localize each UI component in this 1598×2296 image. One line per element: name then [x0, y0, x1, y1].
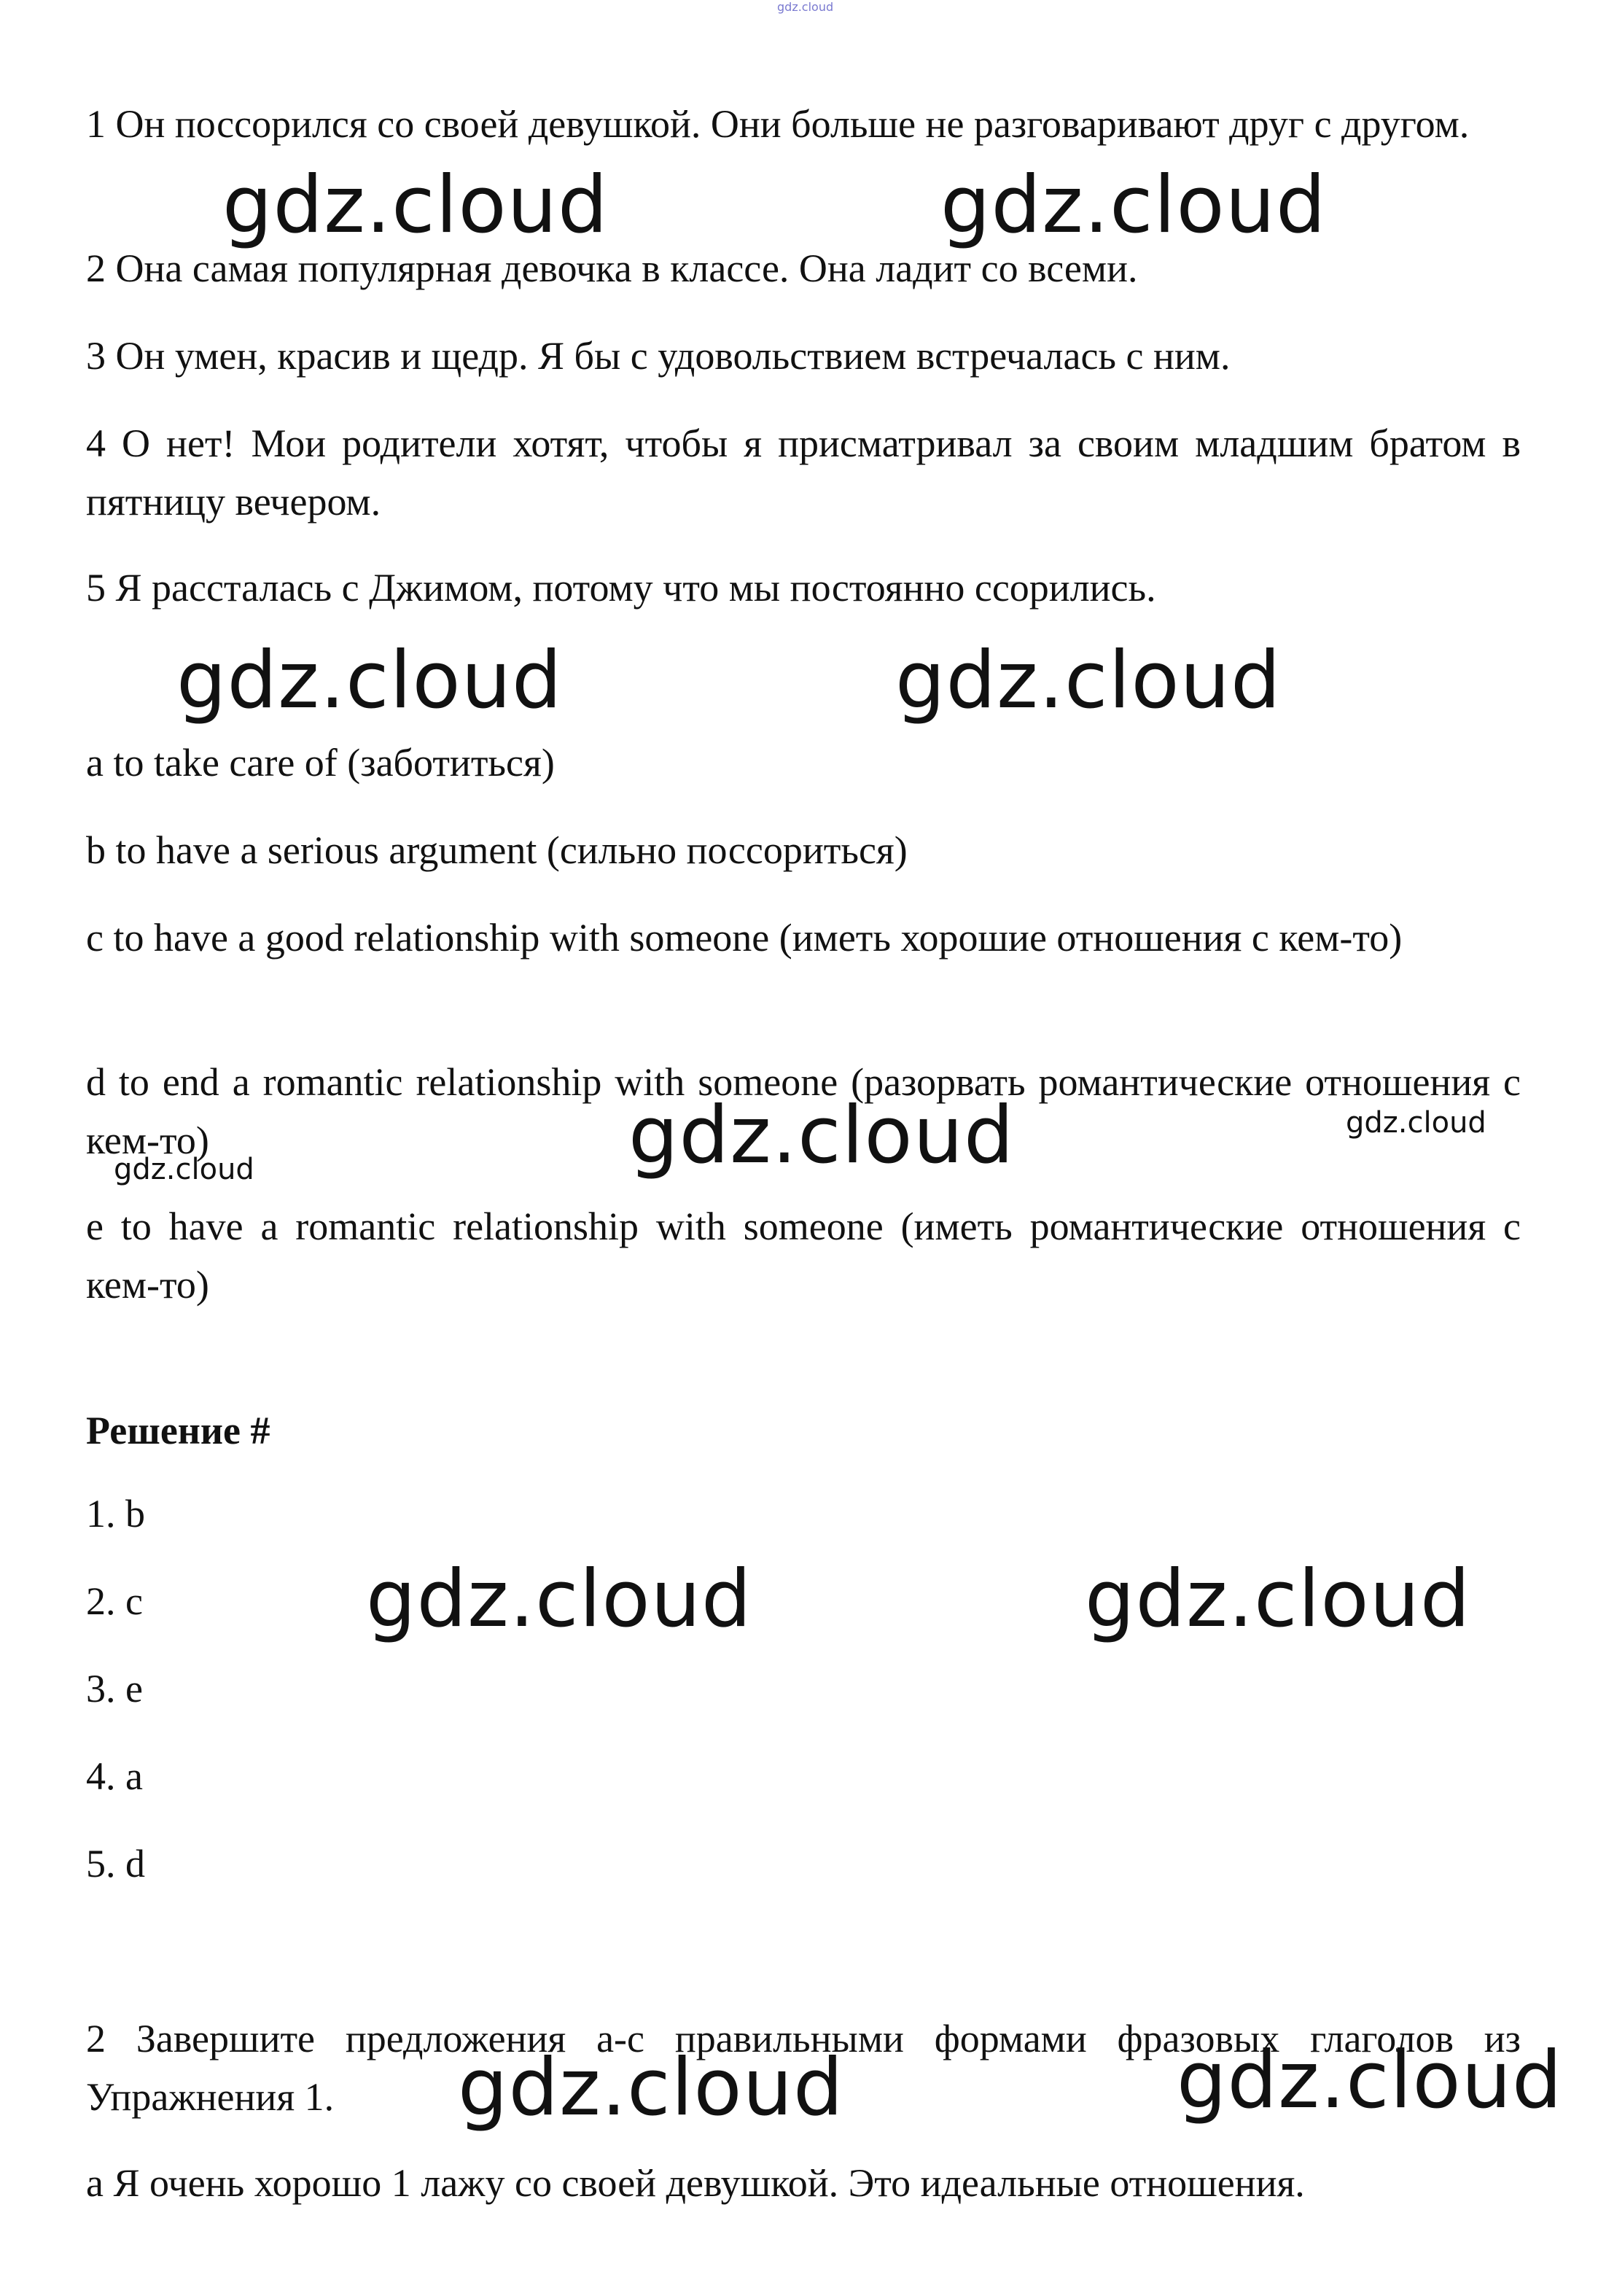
watermark: gdz.cloud	[458, 2042, 844, 2133]
watermark: gdz.cloud	[628, 1090, 1015, 1181]
watermark: gdz.cloud	[1085, 1554, 1471, 1645]
watermark: gdz.cloud	[1177, 2035, 1563, 2126]
top-watermark: gdz.cloud	[777, 0, 834, 14]
solution-heading: Решение #	[86, 1409, 270, 1452]
sentence-3: 3 Он умен, красив и щедр. Я бы с удовольствием встречалась с ним.	[86, 334, 1231, 378]
watermark: gdz.cloud	[1346, 1106, 1486, 1140]
watermark: gdz.cloud	[895, 635, 1282, 726]
definition-b: b to have a serious argument (сильно поссориться)	[86, 828, 908, 872]
sentence-5: 5 Я рассталась с Джимом, потому что мы постоянно ссорились.	[86, 566, 1156, 610]
answer-5: 5. d	[86, 1842, 145, 1886]
watermark: gdz.cloud	[940, 160, 1327, 251]
exercise2-instruction: 2 Завершите предложения a-c правильными формами фразовых глаголов из Упражнения 1.	[86, 2017, 1521, 2119]
definition-a: a to take care of (заботиться)	[86, 741, 555, 785]
sentence-2: 2 Она самая популярная девочка в классе. Она ладит со всеми.	[86, 246, 1138, 290]
definition-c: c to have a good relationship with someone (иметь хорошие отношения с кем-то)	[86, 916, 1403, 960]
watermark: gdz.cloud	[366, 1554, 752, 1645]
definition-d: d to end a romantic relationship with someone (разорвать романтические отношения с кем-то)	[86, 1060, 1521, 1162]
definition-e: e to have a romantic relationship with someone (иметь романтические отношения с кем-то)	[86, 1205, 1521, 1307]
answer-3: 3. e	[86, 1667, 143, 1711]
answer-2: 2. c	[86, 1579, 143, 1623]
watermark: gdz.cloud	[222, 160, 609, 251]
sentence-1: 1 Он поссорился со своей девушкой. Они больше не разговаривают друг с другом.	[86, 102, 1470, 146]
answer-4: 4. a	[86, 1754, 143, 1798]
answer-1: 1. b	[86, 1492, 145, 1536]
watermark: gdz.cloud	[176, 635, 563, 726]
sentence-4: 4 О нет! Мои родители хотят, чтобы я присматривал за своим младшим братом в пятницу вечером.	[86, 421, 1521, 524]
exercise2-item-a: a Я очень хорошо 1 лажу со своей девушкой. Это идеальные отношения.	[86, 2161, 1305, 2205]
watermark: gdz.cloud	[114, 1153, 254, 1186]
